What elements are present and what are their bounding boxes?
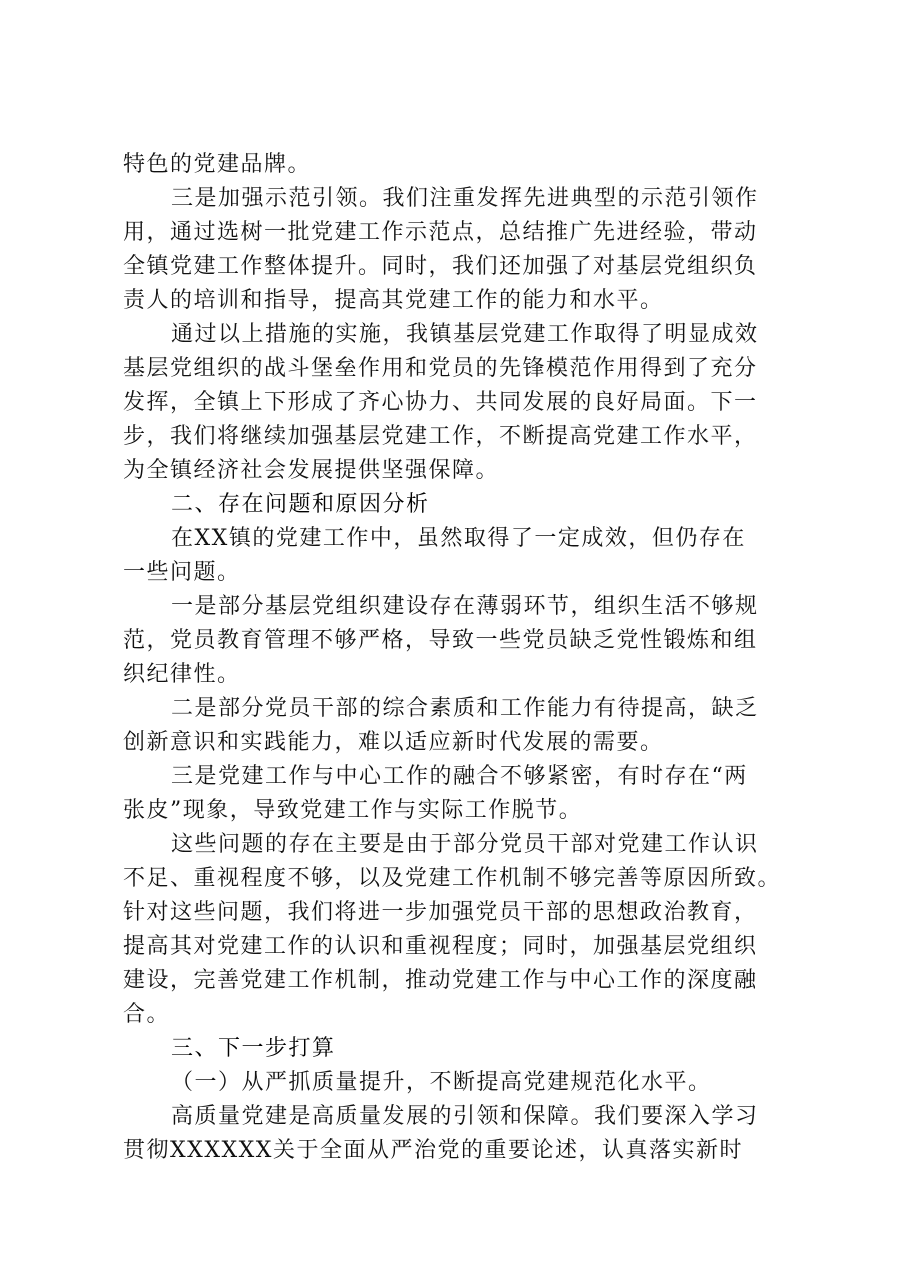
document-body — [123, 148, 803, 1168]
section-heading: 二、存在问题和原因分析 — [171, 492, 430, 517]
paragraph-line: 高质量党建是高质量发展的引领和保障。我们要深入学习 — [171, 1104, 759, 1129]
paragraph-line: 基层党组织的战斗堡垒作用和党员的先锋模范作用得到了充分 — [123, 356, 758, 381]
paragraph-line: 三是加强示范引领。我们注重发挥先进典型的示范引领作 — [171, 186, 759, 211]
paragraph-line: 贯彻XXXXXX关于全面从严治党的重要论述，认真落实新时 — [123, 1138, 743, 1163]
paragraph-line: 用，通过选树一批党建工作示范点，总结推广先进经验，带动 — [123, 220, 758, 245]
paragraph-line: 范，党员教育管理不够严格，导致一些党员缺乏党性锻炼和组 — [123, 628, 758, 653]
paragraph-line: 不足、重视程度不够，以及党建工作机制不够完善等原因所致。 — [123, 866, 782, 891]
section-heading: 三、下一步打算 — [171, 1036, 336, 1061]
paragraph-line: 全镇党建工作整体提升。同时，我们还加强了对基层党组织负 — [123, 254, 758, 279]
paragraph-line: 这些问题的存在主要是由于部分党员干部对党建工作认识 — [171, 832, 759, 857]
paragraph-line: 三是党建工作与中心工作的融合不够紧密，有时存在“两 — [171, 764, 748, 789]
paragraph-line: 在XX镇的党建工作中，虽然取得了一定成效，但仍存在 — [171, 526, 746, 551]
paragraph-line: 创新意识和实践能力，难以适应新时代发展的需要。 — [123, 730, 664, 755]
paragraph-line: 责人的培训和指导，提高其党建工作的能力和水平。 — [123, 288, 664, 313]
paragraph-line: 二是部分党员干部的综合素质和工作能力有待提高，缺乏 — [171, 696, 759, 721]
paragraph-line: 建设，完善党建工作机制，推动党建工作与中心工作的深度融 — [123, 968, 758, 993]
paragraph-line: 提高其对党建工作的认识和重视程度；同时，加强基层党组织 — [123, 934, 758, 959]
paragraph-line: 步，我们将继续加强基层党建工作，不断提高党建工作水平， — [123, 424, 758, 449]
paragraph-line: 为全镇经济社会发展提供坚强保障。 — [123, 458, 500, 483]
paragraph-line: 织纪律性。 — [123, 662, 241, 687]
paragraph-line: 合。 — [123, 1002, 171, 1027]
paragraph-line: 通过以上措施的实施，我镇基层党建工作取得了明显成效 — [171, 322, 759, 347]
subsection-heading: （一）从严抓质量提升，不断提高党建规范化水平。 — [171, 1070, 712, 1095]
paragraph-line: 针对这些问题，我们将进一步加强党员干部的思想政治教育， — [123, 900, 758, 925]
paragraph-line: 一是部分基层党组织建设存在薄弱环节，组织生活不够规 — [171, 594, 759, 619]
paragraph-line: 发挥，全镇上下形成了齐心协力、共同发展的良好局面。下一 — [123, 390, 758, 415]
paragraph-line: 特色的党建品牌。 — [123, 152, 312, 177]
paragraph-line: 张皮”现象，导致党建工作与实际工作脱节。 — [123, 798, 583, 823]
paragraph-line: 一些问题。 — [123, 560, 241, 585]
